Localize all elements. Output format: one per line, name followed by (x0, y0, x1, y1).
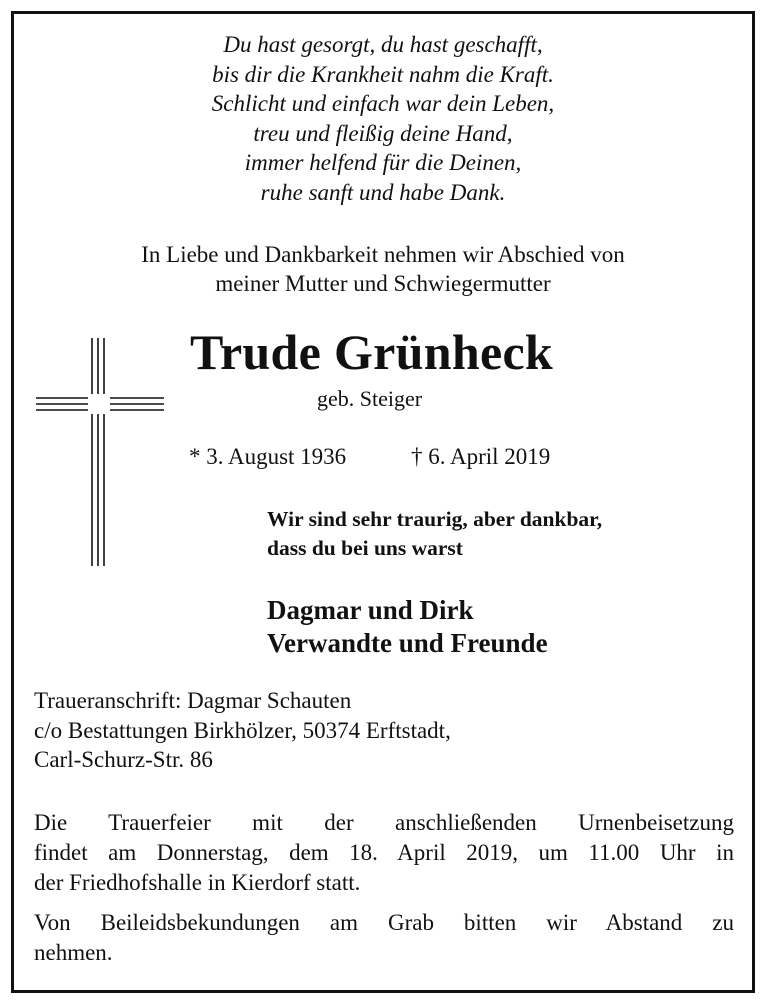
mourner-line: Dagmar und Dirk (267, 595, 474, 625)
family-quote (267, 505, 602, 563)
quote-line: Wir sind sehr traurig, aber dankbar, (267, 507, 603, 531)
farewell-intro (0, 240, 766, 298)
intro-line: meiner Mutter und Schwiegermutter (215, 271, 551, 296)
mourners (267, 594, 548, 660)
funeral-info-line: der Friedhofshalle in Kierdorf statt. (34, 870, 361, 895)
funeral-info-line: Die Trauerfeier mit der anschließenden Urnenbeisetzung (34, 810, 734, 835)
cross-icon (36, 338, 168, 566)
poem-line: Schlicht und einfach war dein Leben, (211, 91, 555, 116)
address-line: Carl-Schurz-Str. 86 (34, 747, 213, 772)
condolence-line: Von Beileidsbekundungen am Grab bitten wir Abstand zu (34, 910, 734, 935)
poem-line: immer helfend für die Deinen, (244, 150, 522, 175)
poem-line: Du hast gesorgt, du hast geschafft, (223, 32, 543, 57)
poem-line: treu und fleißig deine Hand, (253, 120, 513, 146)
poem-line: bis dir die Krankheit nahm die Kraft. (212, 61, 554, 87)
funeral-info-line: findet am Donnerstag, dem 18. April 2019, um 11.00 Uhr in (34, 840, 734, 865)
poem-line: ruhe sanft und habe Dank. (260, 179, 506, 205)
address-line: c/o Bestattungen Birkhölzer, 50374 Erftstadt, (34, 717, 451, 743)
deceased-name: Trude Grünheck (190, 324, 554, 380)
mourning-address (34, 686, 451, 775)
life-dates (189, 444, 551, 470)
birth-date: * 3. August 1936 (189, 444, 347, 469)
death-date: † 6. April 2019 (411, 444, 551, 469)
address-line: Traueranschrift: Dagmar Schauten (34, 688, 352, 713)
mourner-line: Verwandte und Freunde (267, 628, 548, 658)
condolence-note (34, 908, 734, 968)
funeral-info (34, 808, 734, 898)
memorial-poem (0, 30, 766, 207)
condolence-line: nehmen. (34, 940, 113, 965)
maiden-name: geb. Steiger (317, 386, 423, 411)
intro-line: In Liebe und Dankbarkeit nehmen wir Abschied von (141, 242, 625, 267)
quote-line: dass du bei uns warst (267, 536, 463, 560)
